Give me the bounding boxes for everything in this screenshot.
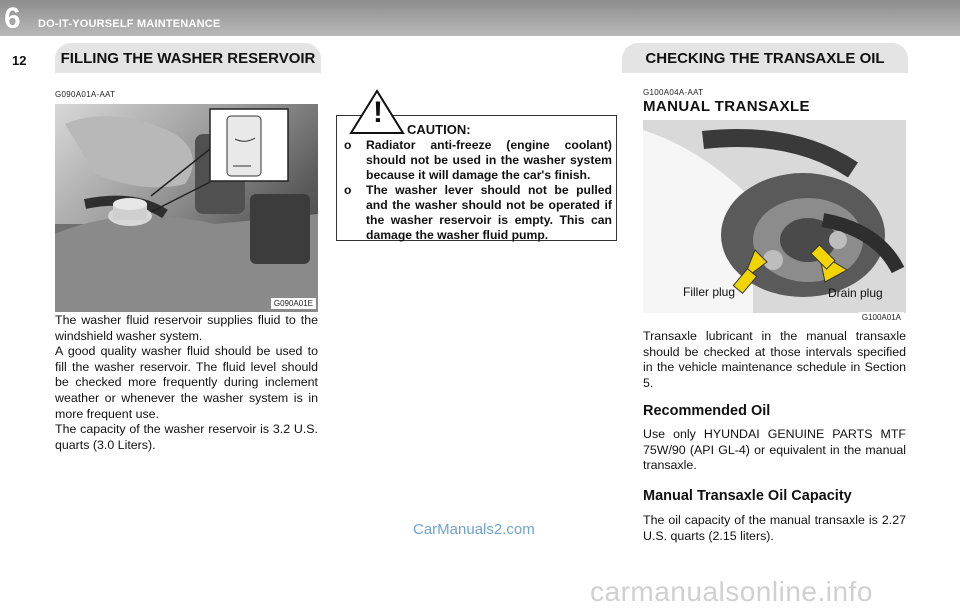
caution-item-text: The washer lever should not be pulled and the washer should not be operated if the washer reservoir is empty. This can damage the washer fluid pump. (366, 183, 612, 242)
washer-paragraph-2: A good quality washer fluid should be used to fill the washer reservoir. The fluid level should be checked more frequently during inclement weather or whenever the washer system is in more frequent use. (55, 344, 318, 421)
drain-plug-label: Drain plug (828, 286, 883, 300)
engine-bay-illustration (55, 104, 318, 312)
chapter-title: DO-IT-YOURSELF MAINTENANCE (38, 18, 221, 30)
section-tab-transaxle: CHECKING THE TRANSAXLE OIL (622, 43, 908, 73)
recommended-oil-text: Use only HYUNDAI GENUINE PARTS MTF 75W/90 (API GL-4) or equivalent in the manual transaxle. (643, 427, 906, 473)
oil-capacity-text: The oil capacity of the manual transaxle is 2.27 U.S. quarts (2.15 liters). (643, 513, 906, 543)
caution-bullet: o (344, 138, 352, 152)
section-code-transaxle: G100A04A-AAT (643, 88, 704, 97)
filler-plug-label: Filler plug (683, 285, 736, 299)
manual-transaxle-heading: MANUAL TRANSAXLE (643, 98, 810, 115)
site-watermark[interactable]: CarManuals2.com (413, 521, 535, 538)
caution-item-text: Radiator anti-freeze (engine coolant) should not be used in the washer system because it will damage the car's finish. (366, 138, 612, 182)
washer-paragraph-3: The capacity of the washer reservoir is 3.2 U.S. quarts (3.0 Liters). (55, 422, 318, 452)
oil-capacity-heading: Manual Transaxle Oil Capacity (643, 488, 852, 504)
figure-label-washer: G090A01E (271, 298, 316, 309)
transaxle-intro: Transaxle lubricant in the manual transaxle should be checked at those intervals specified in the vehicle maintenance schedule in Section 5. (643, 329, 906, 390)
section-tab-washer: FILLING THE WASHER RESERVOIR (55, 43, 321, 73)
caution-item (344, 183, 612, 243)
section-code-washer: G090A01A-AAT (55, 90, 116, 99)
chapter-number: 6 (4, 2, 21, 35)
caution-title: CAUTION: (407, 122, 471, 137)
caution-bullet: o (344, 183, 352, 197)
page-number: 12 (12, 53, 27, 68)
caution-list (344, 138, 612, 243)
washer-paragraph-1: The washer fluid reservoir supplies fluid to the windshield washer system. (55, 313, 318, 343)
washer-reservoir-photo (55, 104, 318, 312)
warning-exclamation: ! (373, 96, 383, 129)
washer-description (55, 313, 318, 453)
figure-label-transaxle: G100A01A (859, 312, 904, 323)
caution-item (344, 138, 612, 183)
transaxle-photo (643, 120, 906, 323)
recommended-oil-heading: Recommended Oil (643, 403, 771, 419)
footer-watermark: carmanualsonline.info (590, 576, 873, 607)
